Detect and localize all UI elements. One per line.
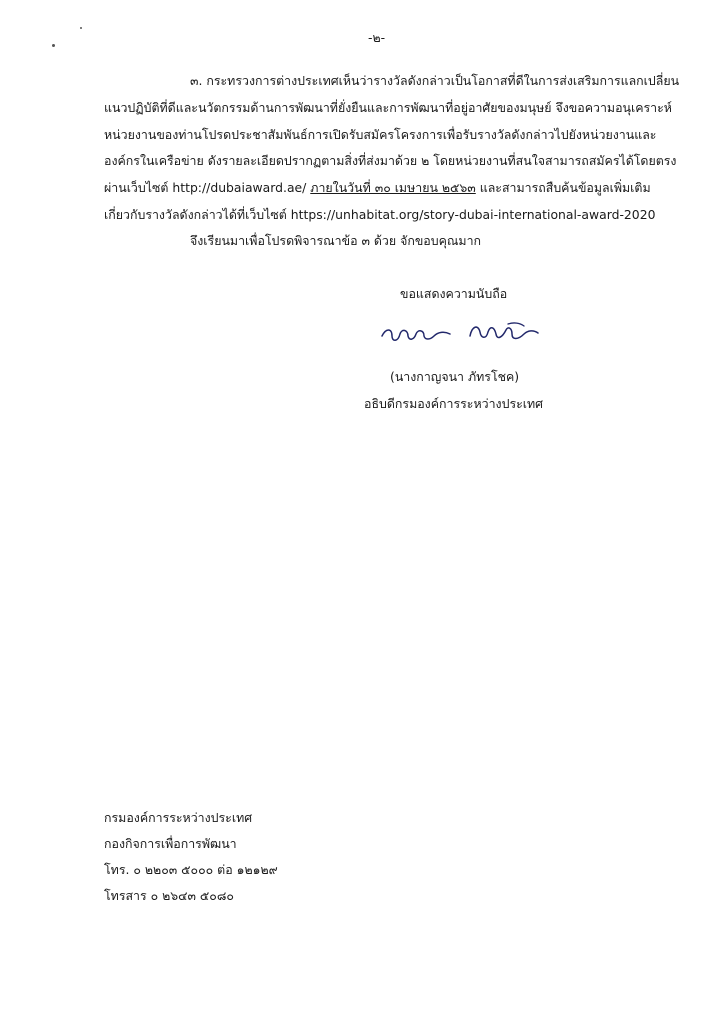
- paragraph-line-5: [104, 180, 651, 196]
- signature-image: [378, 318, 548, 348]
- paragraph-line-2: แนวปฏิบัติที่ดีและนวัตกรรมด้านการพัฒนาที่ยั่งยืนและการพัฒนาที่อยู่อาศัยของมนุษย์ จึงขอความอนุเคราะห์: [104, 100, 672, 115]
- page-number: -๒-: [368, 30, 386, 45]
- scan-speck: [80, 27, 82, 29]
- search-more-text: และสามารถสืบค้นข้อมูลเพิ่มเติม: [475, 180, 651, 195]
- closing-request: จึงเรียนมาเพื่อโปรดพิจารณาข้อ ๓ ด้วย จักขอบคุณมาก: [190, 233, 482, 248]
- footer-division: กองกิจการเพื่อการพัฒนา: [104, 836, 237, 851]
- paragraph-line-1: ๓. กระทรวงการต่างประเทศเห็นว่ารางวัลดังกล่าวเป็นโอกาสที่ดีในการส่งเสริมการแลกเปลี่ยน: [190, 73, 680, 88]
- salutation: ขอแสดงความนับถือ: [400, 286, 508, 301]
- paragraph-line-3: หน่วยงานของท่านโปรดประชาสัมพันธ์การเปิดรับสมัครโครงการเพื่อรับรางวัลดังกล่าวไปยังหน่วยงานและ: [104, 127, 657, 142]
- paragraph-line-4: องค์กรในเครือข่าย ดังรายละเอียดปรากฏตามสิ่งที่ส่งมาด้วย ๒ โดยหน่วยงานที่สนใจสามารถสมัครได้โดยตรง: [104, 153, 677, 168]
- paragraph-line-6: เกี่ยวกับรางวัลดังกล่าวได้ที่เว็บไซต์ https://unhabitat.org/story-dubai-international-award-2020: [104, 207, 656, 222]
- website-text: ผ่านเว็บไซต์ http://dubaiaward.ae/: [104, 180, 311, 195]
- deadline-text: ภายในวันที่ ๓๐ เมษายน ๒๕๖๓: [310, 180, 476, 195]
- scan-speck: [52, 44, 55, 47]
- signer-name: (นางกาญจนา ภัทรโชค): [390, 369, 520, 384]
- footer-department: กรมองค์การระหว่างประเทศ: [104, 810, 253, 825]
- footer-fax: โทรสาร ๐ ๒๖๔๓ ๕๐๘๐: [104, 888, 234, 903]
- signer-title: อธิบดีกรมองค์การระหว่างประเทศ: [364, 396, 544, 411]
- footer-phone: โทร. ๐ ๒๒๐๓ ๕๐๐๐ ต่อ ๑๒๑๒๙: [104, 862, 278, 877]
